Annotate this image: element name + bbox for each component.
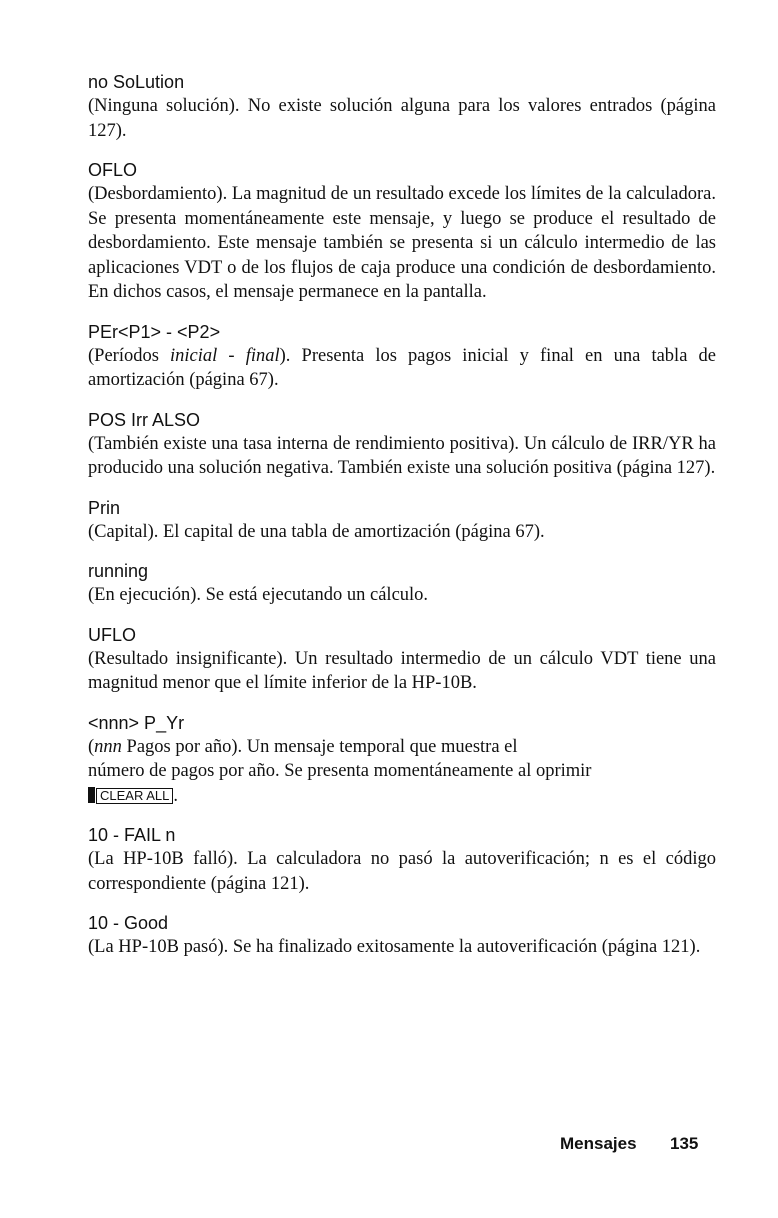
desc-text: (Períodos (88, 345, 171, 366)
entry-term: 10 - Good (88, 913, 169, 933)
entry-pos-irr-also (88, 408, 716, 481)
desc-text: ). Presenta los pagos inicial y final en una tabla de amortización (página 67). (88, 345, 716, 390)
entry-term: running (88, 561, 149, 581)
entry-oflo (88, 158, 716, 305)
desc-text: número de pagos por año. Se presenta momentáneamente al oprimir (88, 761, 592, 781)
desc-text: . (173, 785, 178, 806)
clear-all-key: CLEAR ALL (96, 788, 173, 804)
entry-term: POS Irr ALSO (88, 409, 201, 430)
entry-prin (88, 496, 716, 545)
desc-italic-text: nnn (94, 736, 122, 757)
entry-term: OFLO (88, 160, 138, 180)
entry-description: (La HP-10B pasó). Se ha finalizado exitosamente la autoverificación (página 121). (88, 937, 701, 957)
entry-description: (Resultado insignificante). Un resultado intermedio de un cálculo VDT tiene una magnitud menor que el límite inferior de la HP-10B. (88, 648, 716, 693)
desc-italic-text: inicial - final (170, 345, 280, 366)
entry-term: PEr<P1> - <P2> (88, 321, 221, 342)
entry-10-good (88, 911, 716, 960)
entry-description: (Desbordamiento). La magnitud de un resultado excede los límites de la calculadora. Se presenta momentáneamente este mensaje, y luego se produce el resultado de desbordamiento. Este mensaje también se presenta si un cálculo intermedio de las aplicaciones VDT o de los flujos de caja produce una condición de desbordamiento. En dichos casos, el mensaje permanece en la pantalla. (88, 184, 716, 302)
message-list (88, 70, 716, 975)
shift-key-icon (88, 787, 95, 803)
entry-uflo (88, 623, 716, 696)
desc-text: Pagos por año). Un mensaje temporal que muestra el (121, 736, 518, 757)
entry-description: (La HP-10B falló). La calculadora no pasó la autoverificación; n es el código correspondiente (página 121). (88, 849, 716, 894)
entry-description (88, 344, 716, 393)
entry-description: (También existe una tasa interna de rendimiento positiva). Un cálculo de IRR/YR ha producido una solución negativa. También existe una solución positiva (página 127). (88, 433, 716, 478)
entry-description: (En ejecución). Se está ejecutando un cálculo. (88, 585, 429, 605)
entry-description: (nnn Pagos por año). Un mensaje temporal que muestra el número de pagos por año. Se presenta momentáneamente al oprimir CLEAR ALL . (88, 736, 592, 806)
entry-10-fail-n (88, 823, 716, 896)
entry-term: <nnn> P_Yr (88, 712, 185, 733)
entry-running (88, 559, 716, 608)
page-number: 135 (670, 1134, 699, 1153)
entry-description: (Ninguna solución). No existe solución alguna para los valores entrados (página 127). (88, 96, 716, 141)
section-title: Mensajes (560, 1134, 637, 1153)
entry-term: UFLO (88, 624, 137, 645)
entry-term: no SoLution (88, 72, 185, 92)
entry-term: Prin (88, 497, 121, 518)
entry-no-solution (88, 70, 716, 143)
entry-per (88, 320, 716, 393)
entry-description: (Capital). El capital de una tabla de amortización (página 67). (88, 521, 545, 542)
entry-p-yr (88, 711, 716, 809)
entry-term: 10 - FAIL n (88, 825, 176, 845)
